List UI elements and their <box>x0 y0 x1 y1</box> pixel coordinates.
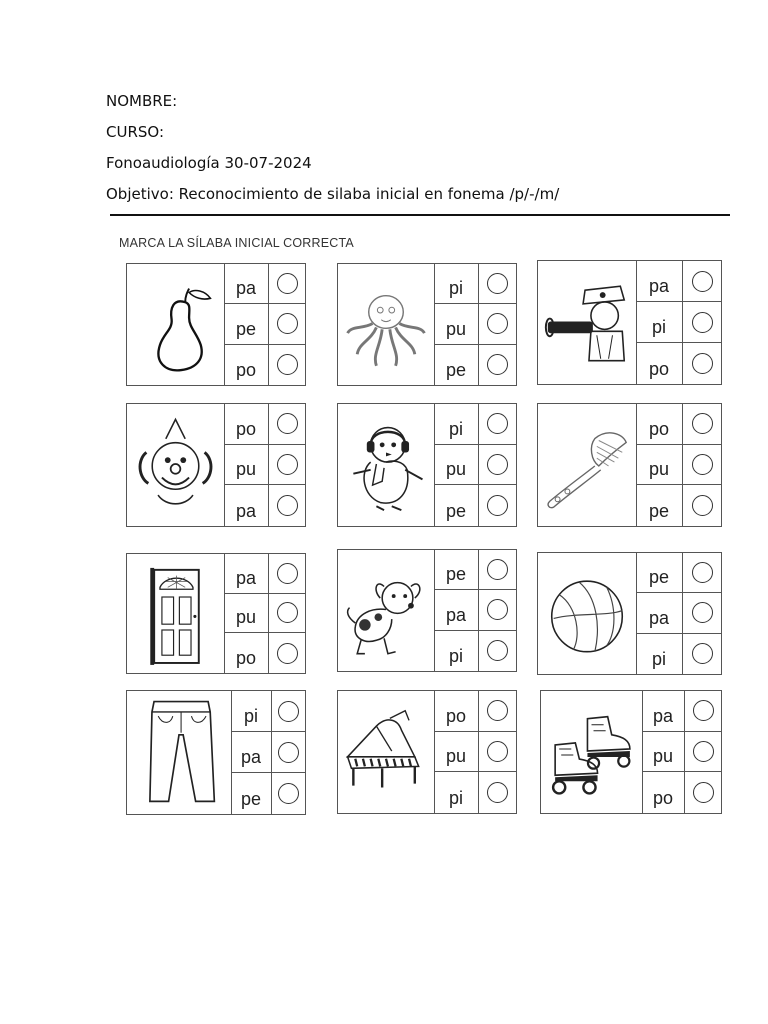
answer-circle[interactable] <box>479 550 516 589</box>
answer-circle[interactable] <box>479 485 516 526</box>
answer-circle[interactable] <box>683 634 721 674</box>
syllable-label: pu <box>636 445 683 485</box>
header-divider <box>110 214 730 216</box>
answer-circle[interactable] <box>683 261 721 301</box>
syllable-label: pe <box>636 485 683 526</box>
answer-circle[interactable] <box>683 485 721 526</box>
answer-circle[interactable] <box>479 345 516 385</box>
syllable-option <box>224 345 305 385</box>
syllable-option <box>434 732 516 773</box>
objective-text: Objetivo: Reconocimiento de silaba inicial en fonema /p/-/m/ <box>106 185 560 203</box>
syllable-option <box>636 553 721 593</box>
syllable-option <box>434 485 516 526</box>
syllable-label: po <box>224 633 269 673</box>
answer-circle[interactable] <box>683 593 721 632</box>
worksheet-instruction: MARCA LA SÍLABA INICIAL CORRECTA <box>119 236 354 250</box>
answer-circle[interactable] <box>272 773 305 814</box>
exercise-card <box>337 690 517 814</box>
syllable-option <box>636 593 721 633</box>
syllable-option <box>434 691 516 732</box>
pear-icon <box>127 264 225 385</box>
exercise-card <box>126 403 306 527</box>
syllable-label: po <box>642 772 685 813</box>
answer-circle[interactable] <box>269 304 305 343</box>
exercise-card <box>540 690 722 814</box>
exercise-card <box>337 549 517 672</box>
pants-icon <box>127 691 232 814</box>
syllable-label: po <box>224 404 269 444</box>
syllable-option <box>434 550 516 590</box>
syllable-option <box>636 485 721 526</box>
syllable-label: pu <box>224 445 269 485</box>
syllable-label: pa <box>434 590 479 629</box>
exercise-card <box>537 403 722 527</box>
syllable-option <box>224 404 305 445</box>
syllable-label: pa <box>636 261 683 301</box>
syllable-option <box>642 691 721 732</box>
answer-circle[interactable] <box>479 264 516 303</box>
syllable-option <box>434 404 516 445</box>
answer-circle[interactable] <box>479 404 516 444</box>
answer-circle[interactable] <box>479 691 516 731</box>
syllable-label: pi <box>434 404 479 444</box>
comb-icon <box>538 404 637 526</box>
piano-icon <box>338 691 435 813</box>
syllable-label: pa <box>224 554 269 593</box>
answer-circle[interactable] <box>685 691 721 731</box>
syllable-label: pa <box>224 264 269 303</box>
clown-icon <box>127 404 225 526</box>
syllable-label: pi <box>636 634 683 674</box>
syllable-label: po <box>636 404 683 444</box>
syllable-label: pe <box>434 550 479 589</box>
answer-circle[interactable] <box>683 445 721 485</box>
syllable-option <box>224 264 305 304</box>
answer-circle[interactable] <box>479 304 516 343</box>
exercise-card <box>126 553 306 674</box>
answer-circle[interactable] <box>269 264 305 303</box>
syllable-label: pu <box>642 732 685 772</box>
exercise-card <box>126 690 306 815</box>
exercise-card <box>537 552 722 675</box>
syllable-label: pu <box>224 594 269 633</box>
syllable-label: pa <box>636 593 683 632</box>
syllable-option <box>636 343 721 384</box>
syllable-label: po <box>636 343 683 384</box>
syllable-label: pi <box>434 264 479 303</box>
session-date: Fonoaudiología 30-07-2024 <box>106 154 312 172</box>
syllable-label: pa <box>224 485 269 526</box>
ball-icon <box>538 553 637 674</box>
puppy-icon <box>338 550 435 671</box>
syllable-option <box>231 773 305 814</box>
syllable-option <box>224 445 305 486</box>
syllable-label: pi <box>434 631 479 671</box>
syllable-option <box>224 633 305 673</box>
syllable-option <box>224 304 305 344</box>
syllable-label: pu <box>434 732 479 772</box>
syllable-option <box>434 304 516 344</box>
answer-circle[interactable] <box>269 485 305 526</box>
syllable-label: pa <box>231 732 272 772</box>
syllable-option <box>636 445 721 486</box>
door-icon <box>127 554 225 673</box>
syllable-label: pe <box>434 345 479 385</box>
syllable-option <box>636 634 721 674</box>
roller-skates-icon <box>541 691 643 813</box>
syllable-option <box>224 554 305 594</box>
exercise-card <box>337 403 517 527</box>
course-label: CURSO: <box>106 123 164 141</box>
answer-circle[interactable] <box>479 445 516 485</box>
syllable-label: pu <box>434 304 479 343</box>
syllable-label: pa <box>642 691 685 731</box>
answer-circle[interactable] <box>683 404 721 444</box>
syllable-option <box>231 732 305 773</box>
syllable-label: po <box>224 345 269 385</box>
syllable-option <box>636 261 721 302</box>
syllable-option <box>434 590 516 630</box>
syllable-option <box>224 485 305 526</box>
answer-circle[interactable] <box>269 445 305 485</box>
answer-circle[interactable] <box>269 633 305 673</box>
syllable-label: pe <box>636 553 683 592</box>
penguin-icon <box>338 404 435 526</box>
syllable-option <box>231 691 305 732</box>
syllable-option <box>642 772 721 813</box>
syllable-option <box>636 404 721 445</box>
answer-circle[interactable] <box>479 631 516 671</box>
syllable-label: pe <box>434 485 479 526</box>
syllable-label: pu <box>434 445 479 485</box>
answer-circle[interactable] <box>479 732 516 772</box>
syllable-label: po <box>434 691 479 731</box>
answer-circle[interactable] <box>683 343 721 384</box>
answer-circle[interactable] <box>269 404 305 444</box>
exercise-card <box>126 263 306 386</box>
answer-circle[interactable] <box>272 732 305 772</box>
octopus-icon <box>338 264 435 385</box>
answer-circle[interactable] <box>683 553 721 592</box>
answer-circle[interactable] <box>269 594 305 633</box>
answer-circle[interactable] <box>269 345 305 385</box>
answer-circle[interactable] <box>272 691 305 731</box>
syllable-label: pi <box>636 302 683 342</box>
answer-circle[interactable] <box>479 772 516 813</box>
syllable-label: pe <box>224 304 269 343</box>
name-label: NOMBRE: <box>106 92 178 110</box>
syllable-option <box>642 732 721 773</box>
syllable-option <box>434 264 516 304</box>
syllable-label: pi <box>231 691 272 731</box>
answer-circle[interactable] <box>683 302 721 342</box>
syllable-label: pe <box>231 773 272 814</box>
syllable-label: pi <box>434 772 479 813</box>
answer-circle[interactable] <box>685 772 721 813</box>
syllable-option <box>224 594 305 634</box>
pirate-icon <box>538 261 637 384</box>
answer-circle[interactable] <box>269 554 305 593</box>
exercise-card <box>337 263 517 386</box>
syllable-option <box>434 445 516 486</box>
syllable-option <box>434 631 516 671</box>
syllable-option <box>434 772 516 813</box>
syllable-option <box>636 302 721 343</box>
syllable-option <box>434 345 516 385</box>
answer-circle[interactable] <box>479 590 516 629</box>
answer-circle[interactable] <box>685 732 721 772</box>
exercise-card <box>537 260 722 385</box>
